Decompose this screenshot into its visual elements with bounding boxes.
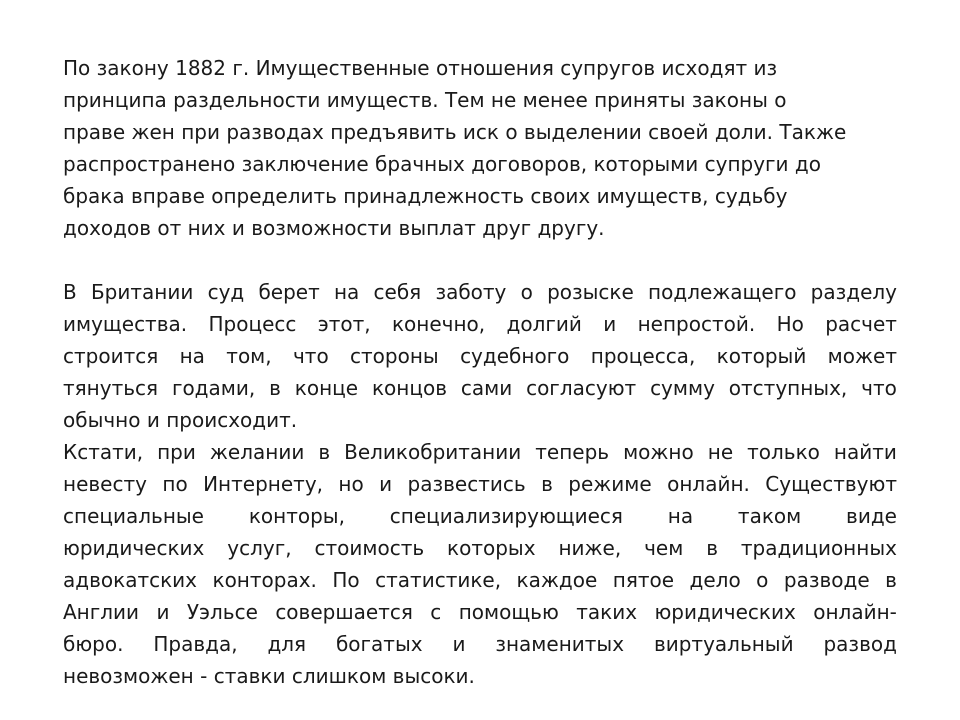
word: конторы, bbox=[248, 504, 345, 528]
word: не bbox=[707, 440, 734, 464]
text-line bbox=[63, 532, 897, 564]
word: берет bbox=[258, 280, 320, 304]
word: богатых bbox=[335, 632, 423, 656]
word: По bbox=[332, 568, 360, 592]
word: что bbox=[292, 344, 329, 368]
text-line: распространено заключение брачных договоров, которыми супруги до bbox=[63, 152, 821, 176]
word: на bbox=[667, 504, 694, 528]
word: желании bbox=[209, 440, 305, 464]
word: знаменитых bbox=[495, 632, 625, 656]
word: годами, bbox=[171, 376, 256, 400]
word: отступных, bbox=[728, 376, 848, 400]
word: Интернету, bbox=[203, 472, 324, 496]
word: тянуться bbox=[63, 376, 159, 400]
word: сумму bbox=[650, 376, 715, 400]
word: разделу bbox=[810, 280, 897, 304]
word: при bbox=[157, 440, 196, 464]
word: этот, bbox=[317, 312, 371, 336]
word: на bbox=[179, 344, 205, 368]
word: что bbox=[861, 376, 897, 400]
word: Существуют bbox=[765, 472, 897, 496]
word: развестись bbox=[407, 472, 526, 496]
word: бюро. bbox=[63, 632, 124, 656]
text-line bbox=[63, 596, 897, 628]
word: виде bbox=[846, 504, 897, 528]
word: судебного bbox=[460, 344, 570, 368]
word: может bbox=[827, 344, 897, 368]
word: можно bbox=[623, 440, 694, 464]
word: ниже, bbox=[558, 536, 622, 560]
word: в bbox=[885, 568, 897, 592]
word: Англии bbox=[63, 600, 140, 624]
word: дело bbox=[689, 568, 741, 592]
text-line: принципа раздельности имуществ. Тем не менее приняты законы о bbox=[63, 88, 787, 112]
word: Уэльсе bbox=[186, 600, 258, 624]
word: с bbox=[430, 600, 442, 624]
word: том, bbox=[226, 344, 272, 368]
word: для bbox=[267, 632, 307, 656]
word: розыске bbox=[547, 280, 634, 304]
text-line bbox=[63, 436, 897, 468]
word: Правда, bbox=[153, 632, 238, 656]
word: которых bbox=[447, 536, 536, 560]
word: развод bbox=[823, 632, 897, 656]
text-line bbox=[63, 500, 897, 532]
word: в bbox=[706, 536, 719, 560]
text-line bbox=[63, 468, 897, 500]
word: Кстати, bbox=[63, 440, 144, 464]
word: теперь bbox=[535, 440, 610, 464]
word: совершается bbox=[275, 600, 413, 624]
word: онлайн- bbox=[813, 600, 897, 624]
word: в bbox=[318, 440, 331, 464]
text-line: брака вправе определить принадлежность своих имуществ, судьбу bbox=[63, 184, 788, 208]
word: процесса, bbox=[590, 344, 696, 368]
word: согласуют bbox=[526, 376, 637, 400]
word: онлайн. bbox=[667, 472, 750, 496]
word: Британии bbox=[90, 280, 194, 304]
word: подлежащего bbox=[648, 280, 797, 304]
word: режиме bbox=[568, 472, 652, 496]
word: разводе bbox=[783, 568, 870, 592]
word: по bbox=[162, 472, 188, 496]
word: стоимость bbox=[314, 536, 425, 560]
word: в bbox=[541, 472, 553, 496]
word: только bbox=[747, 440, 820, 464]
word: концов bbox=[371, 376, 447, 400]
text-line: По закону 1882 г. Имущественные отношения супругов исходят из bbox=[63, 56, 778, 80]
word: специальные bbox=[63, 504, 204, 528]
word: расчет bbox=[825, 312, 897, 336]
word: стороны bbox=[350, 344, 439, 368]
paragraph-1 bbox=[63, 52, 897, 244]
word: юридических bbox=[654, 600, 796, 624]
word: о bbox=[520, 280, 533, 304]
word: и bbox=[603, 312, 617, 336]
word: пятое bbox=[612, 568, 675, 592]
word: и bbox=[156, 600, 170, 624]
text-line: праве жен при разводах предъявить иск о выделении своей доли. Также bbox=[63, 120, 847, 144]
word: Но bbox=[776, 312, 804, 336]
word: на bbox=[333, 280, 360, 304]
word: в bbox=[269, 376, 281, 400]
text-body bbox=[63, 52, 897, 692]
word: адвокатских bbox=[63, 568, 198, 592]
text-line: обычно и происходит. bbox=[63, 408, 298, 432]
word: о bbox=[756, 568, 769, 592]
word: виртуальный bbox=[653, 632, 794, 656]
text-line bbox=[63, 276, 897, 308]
word: непростой. bbox=[637, 312, 756, 336]
paragraph-3 bbox=[63, 436, 897, 692]
word: невесту bbox=[63, 472, 147, 496]
word: строится bbox=[63, 344, 159, 368]
word: таком bbox=[737, 504, 802, 528]
word: услуг, bbox=[227, 536, 292, 560]
word: специализирующиеся bbox=[389, 504, 623, 528]
text-line bbox=[63, 628, 897, 660]
word: но bbox=[338, 472, 364, 496]
text-line bbox=[63, 372, 897, 404]
word: Великобритании bbox=[344, 440, 522, 464]
word: и bbox=[452, 632, 466, 656]
word: традиционных bbox=[740, 536, 897, 560]
word: себя bbox=[373, 280, 422, 304]
word: Процесс bbox=[208, 312, 297, 336]
text-line bbox=[63, 564, 897, 596]
word: таких bbox=[576, 600, 638, 624]
word: который bbox=[716, 344, 807, 368]
text-line: невозможен - ставки слишком высоки. bbox=[63, 664, 475, 688]
word: помощью bbox=[458, 600, 559, 624]
paragraph-gap bbox=[63, 244, 897, 276]
word: юридических bbox=[63, 536, 205, 560]
word: сами bbox=[460, 376, 513, 400]
word: статистике, bbox=[375, 568, 502, 592]
paragraph-2 bbox=[63, 276, 897, 436]
word: суд bbox=[207, 280, 245, 304]
text-line bbox=[63, 308, 897, 340]
word: В bbox=[63, 280, 77, 304]
word: конторах. bbox=[212, 568, 317, 592]
word: конце bbox=[294, 376, 359, 400]
word: и bbox=[379, 472, 393, 496]
text-line: доходов от них и возможности выплат друг другу. bbox=[63, 216, 605, 240]
word: чем bbox=[644, 536, 684, 560]
text-line bbox=[63, 340, 897, 372]
word: долгий bbox=[506, 312, 582, 336]
word: конечно, bbox=[391, 312, 486, 336]
word: имущества. bbox=[63, 312, 188, 336]
word: найти bbox=[833, 440, 897, 464]
word: заботу bbox=[435, 280, 507, 304]
word: каждое bbox=[516, 568, 598, 592]
